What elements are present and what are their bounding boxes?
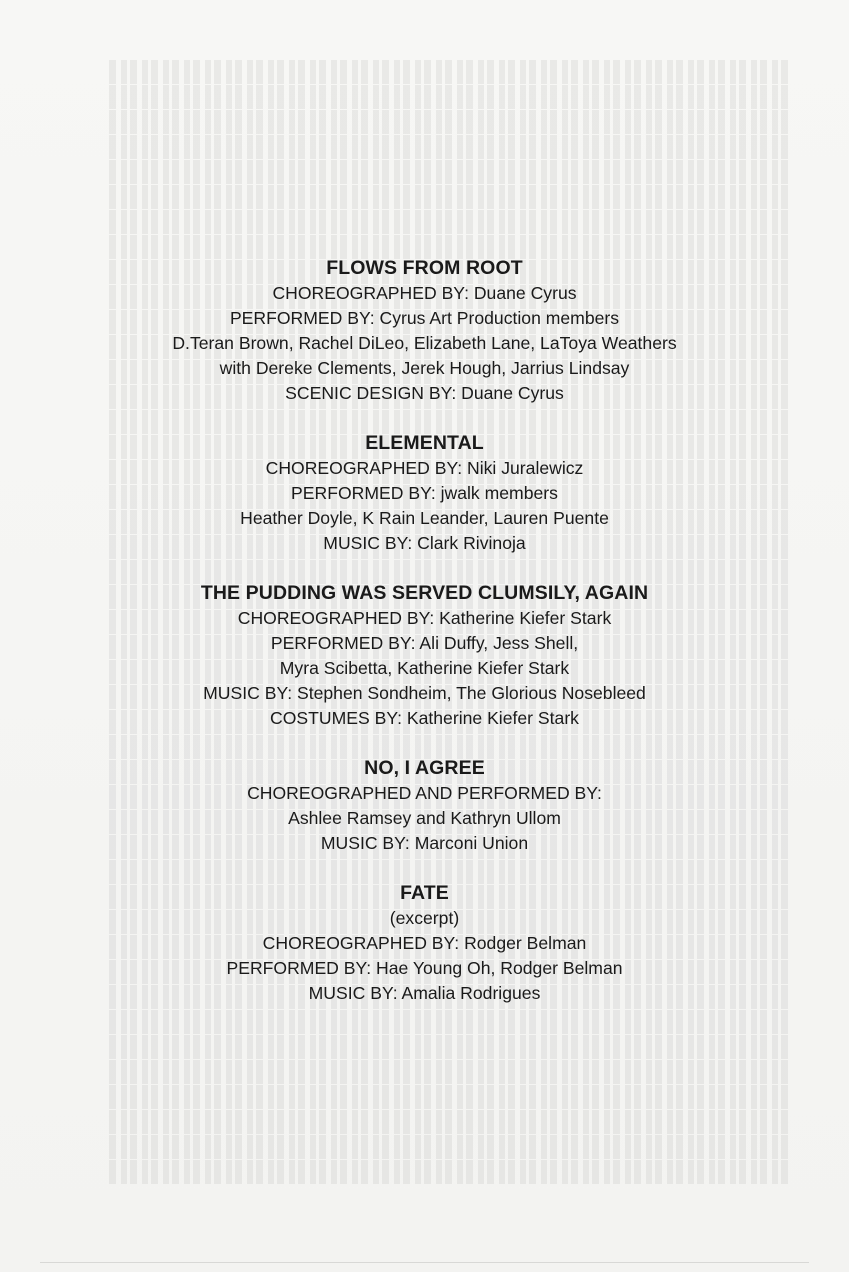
piece-title: NO, I AGREE xyxy=(364,757,485,779)
piece-choreographer: CHOREOGRAPHED BY: Katherine Kiefer Stark xyxy=(237,608,612,628)
piece-elemental xyxy=(0,431,849,556)
piece-no-i-agree xyxy=(0,756,849,856)
piece-performer-names: D.Teran Brown, Rachel DiLeo, Elizabeth Lane, LaToya Weathers xyxy=(172,333,677,353)
piece-performer-names: Heather Doyle, K Rain Leander, Lauren Puente xyxy=(240,508,609,528)
piece-performers: PERFORMED BY: Ali Duffy, Jess Shell, xyxy=(270,633,579,653)
piece-music: MUSIC BY: Stephen Sondheim, The Glorious Nosebleed xyxy=(203,683,646,703)
piece-the-pudding xyxy=(0,581,849,731)
piece-performers: PERFORMED BY: Hae Young Oh, Rodger Belman xyxy=(226,958,623,978)
piece-title: FLOWS FROM ROOT xyxy=(326,257,523,279)
piece-title: ELEMENTAL xyxy=(365,432,484,454)
piece-performer-names: Myra Scibetta, Katherine Kiefer Stark xyxy=(279,658,570,678)
piece-scenic-design: SCENIC DESIGN BY: Duane Cyrus xyxy=(285,383,564,403)
piece-title: FATE xyxy=(400,882,449,904)
piece-music: MUSIC BY: Clark Rivinoja xyxy=(323,533,526,553)
piece-subtitle: (excerpt) xyxy=(389,908,460,928)
piece-flows-from-root xyxy=(0,256,849,406)
piece-performers: PERFORMED BY: Cyrus Art Production members xyxy=(229,308,620,328)
piece-performer-names: Ashlee Ramsey and Kathryn Ullom xyxy=(288,808,561,828)
page-bottom-edge xyxy=(40,1262,809,1263)
piece-choreographer: CHOREOGRAPHED BY: Duane Cyrus xyxy=(272,283,577,303)
piece-music: MUSIC BY: Amalia Rodrigues xyxy=(308,983,541,1003)
piece-performer-names: with Dereke Clements, Jerek Hough, Jarrius Lindsay xyxy=(219,358,630,378)
piece-fate xyxy=(0,881,849,1006)
piece-title: THE PUDDING WAS SERVED CLUMSILY, AGAIN xyxy=(200,582,649,604)
piece-performers: PERFORMED BY: jwalk members xyxy=(291,483,558,503)
piece-costumes: COSTUMES BY: Katherine Kiefer Stark xyxy=(270,708,579,728)
piece-choreographer: CHOREOGRAPHED BY: Niki Juralewicz xyxy=(265,458,584,478)
piece-choreographer: CHOREOGRAPHED AND PERFORMED BY: xyxy=(247,783,602,803)
program-listing xyxy=(0,256,849,1006)
piece-music: MUSIC BY: Marconi Union xyxy=(320,833,529,853)
piece-choreographer: CHOREOGRAPHED BY: Rodger Belman xyxy=(262,933,587,953)
